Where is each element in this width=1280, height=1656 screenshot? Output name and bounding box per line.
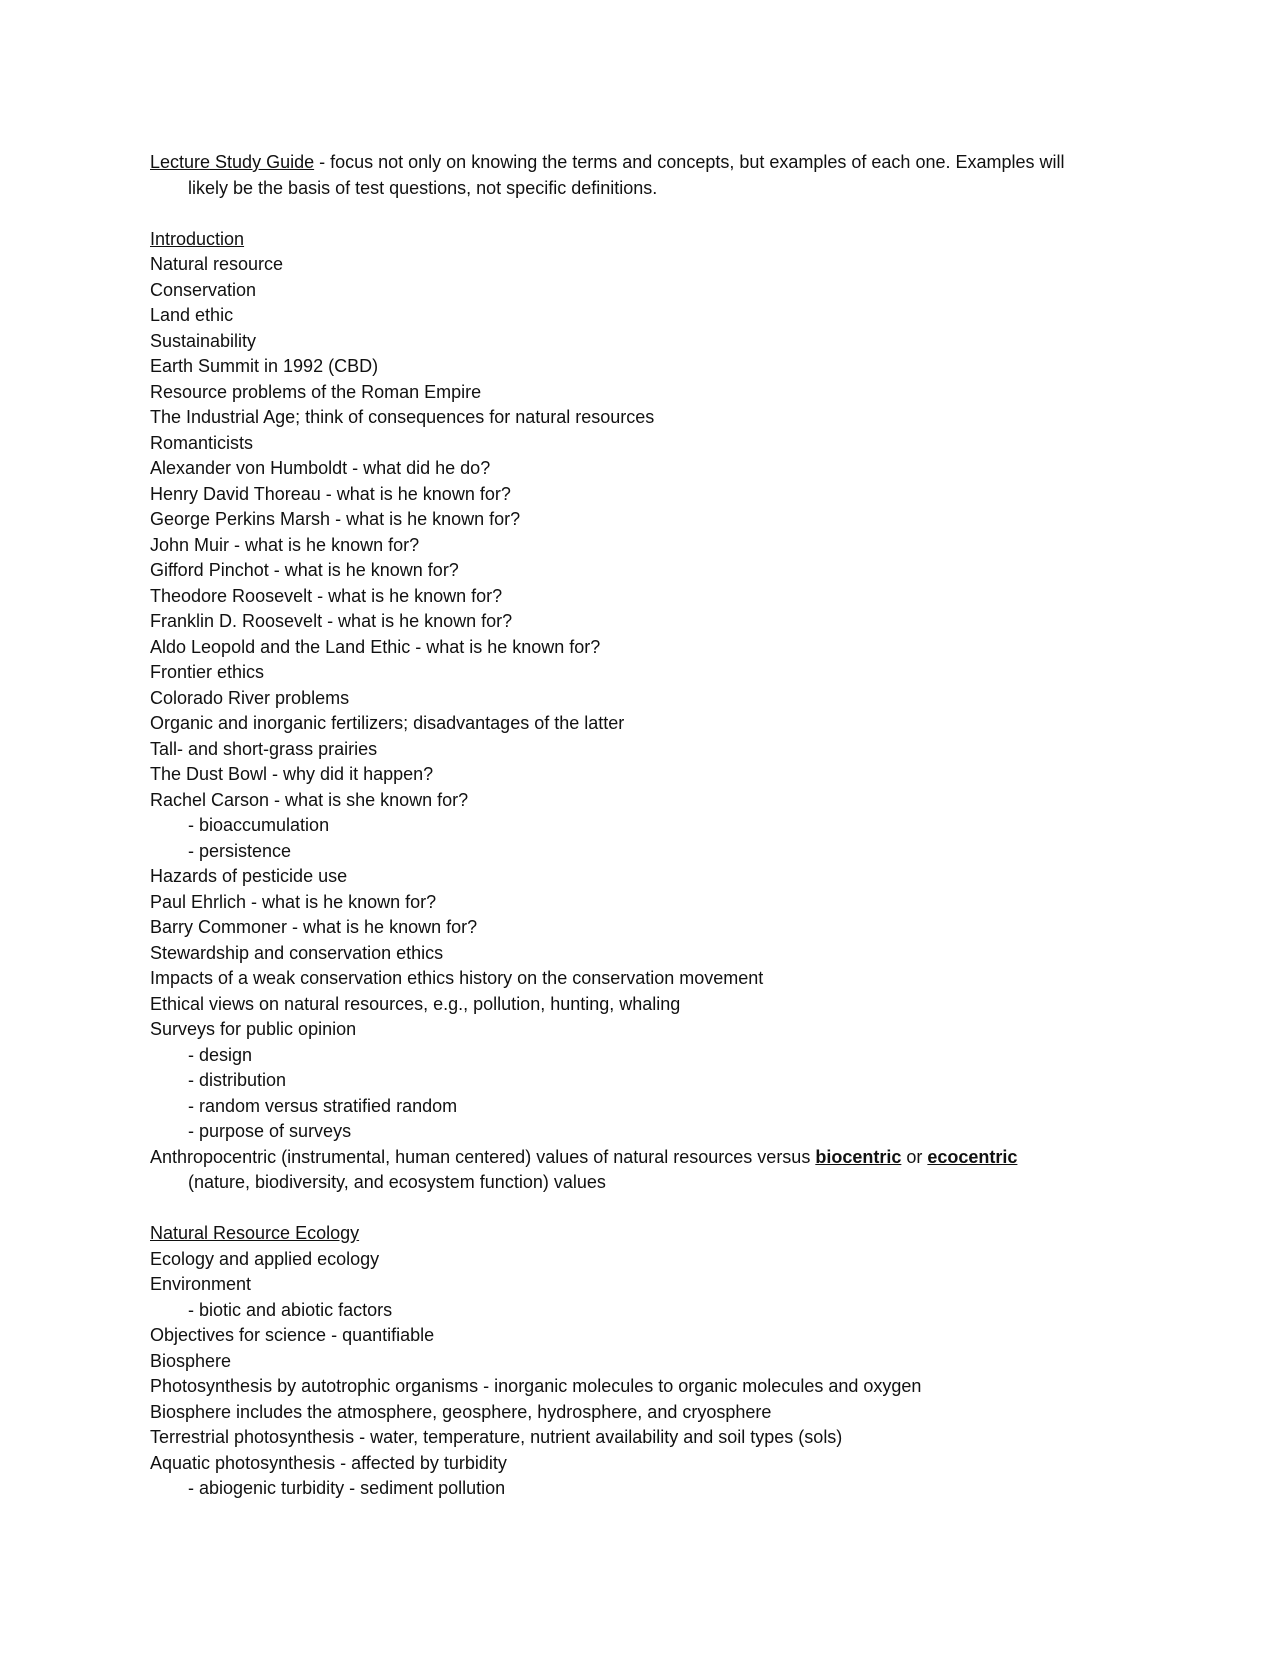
list-item: Romanticists — [150, 432, 254, 453]
sub-list-item: - purpose of surveys — [188, 1121, 352, 1141]
section-heading-natural-resource-ecology: Natural Resource Ecology — [150, 1223, 360, 1243]
sub-list-item: - design — [188, 1044, 253, 1065]
anthropocentric-text: Anthropocentric (instrumental, human centered) values of natural resources versus — [150, 1146, 816, 1167]
list-item: Land ethic — [150, 305, 234, 325]
list-item: Aldo Leopold and the Land Ethic - what is he known for? — [150, 636, 601, 657]
anthropocentric-line — [150, 1145, 1130, 1171]
list-item: Terrestrial photosynthesis - water, temperature, nutrient availability and soil types (sols) — [150, 1427, 843, 1447]
list-item: The Dust Bowl - why did it happen? — [150, 764, 434, 784]
ecology-list-a — [150, 1247, 1130, 1298]
list-item: Alexander von Humboldt - what did he do? — [150, 458, 491, 478]
sub-list-item: - random versus stratified random — [188, 1095, 458, 1116]
intro-text: - focus not only on knowing the terms and concepts, but examples of each one. Examples will — [314, 152, 1065, 172]
list-item: Natural resource — [150, 254, 284, 274]
list-item: Barry Commoner - what is he known for? — [150, 917, 478, 937]
study-guide-document — [150, 150, 1130, 1502]
list-item: Earth Summit in 1992 (CBD) — [150, 356, 379, 376]
section-heading-introduction: Introduction — [150, 228, 245, 249]
document-title: Lecture Study Guide — [150, 152, 315, 172]
introduction-list-a — [150, 252, 1130, 813]
list-item: Biosphere — [150, 1350, 232, 1371]
list-item: Paul Ehrlich - what is he known for? — [150, 891, 437, 912]
list-item: George Perkins Marsh - what is he known for? — [150, 509, 521, 529]
biocentric-term: biocentric — [815, 1146, 902, 1167]
sub-list-item: - abiogenic turbidity - sediment pollution — [188, 1478, 506, 1498]
list-item: Franklin D. Roosevelt - what is he known for? — [150, 611, 513, 631]
spacer — [150, 1196, 1130, 1222]
list-item: Tall- and short-grass prairies — [150, 738, 378, 759]
list-item: Ecology and applied ecology — [150, 1248, 380, 1269]
list-item: Sustainability — [150, 330, 257, 351]
list-item: Resource problems of the Roman Empire — [150, 381, 482, 402]
sub-list-item: - biotic and abiotic factors — [188, 1299, 393, 1320]
list-item: Theodore Roosevelt - what is he known for? — [150, 585, 503, 606]
introduction-list-b — [150, 864, 1130, 1043]
anthropocentric-line-2: (nature, biodiversity, and ecosystem function) values — [188, 1172, 606, 1192]
list-item: Rachel Carson - what is she known for? — [150, 789, 469, 810]
introduction-sublist-b — [150, 1043, 1130, 1145]
list-item: Stewardship and conservation ethics — [150, 942, 444, 963]
list-item: Conservation — [150, 279, 257, 300]
ecology-list-b — [150, 1323, 1130, 1476]
list-item: Biosphere includes the atmosphere, geosphere, hydrosphere, and cryosphere — [150, 1401, 772, 1422]
list-item: Environment — [150, 1274, 252, 1294]
sub-list-item: - distribution — [188, 1070, 287, 1090]
list-item: Surveys for public opinion — [150, 1019, 357, 1039]
list-item: Aquatic photosynthesis - affected by turbidity — [150, 1452, 507, 1473]
intro-line-1 — [150, 150, 1130, 176]
list-item: Frontier ethics — [150, 662, 265, 682]
list-item: Hazards of pesticide use — [150, 866, 348, 886]
list-item: Photosynthesis by autotrophic organisms - inorganic molecules to organic molecules and oxygen — [150, 1376, 922, 1396]
list-item: Objectives for science - quantifiable — [150, 1325, 435, 1345]
ecology-sublist-a — [150, 1298, 1130, 1324]
ecocentric-term: ecocentric — [927, 1146, 1018, 1167]
introduction-sublist-a — [150, 813, 1130, 864]
sub-list-item: - persistence — [188, 840, 292, 861]
intro-line-2: likely be the basis of test questions, not specific definitions. — [188, 177, 658, 198]
list-item: Ethical views on natural resources, e.g., pollution, hunting, whaling — [150, 993, 681, 1014]
or-text: or — [901, 1146, 928, 1167]
list-item: Organic and inorganic fertilizers; disadvantages of the latter — [150, 713, 625, 733]
list-item: Colorado River problems — [150, 687, 350, 708]
spacer — [150, 201, 1130, 227]
list-item: Impacts of a weak conservation ethics history on the conservation movement — [150, 968, 764, 988]
list-item: The Industrial Age; think of consequences for natural resources — [150, 407, 655, 427]
list-item: John Muir - what is he known for? — [150, 534, 420, 555]
ecology-sublist-b — [150, 1476, 1130, 1502]
list-item: Henry David Thoreau - what is he known for? — [150, 483, 511, 504]
list-item: Gifford Pinchot - what is he known for? — [150, 560, 459, 580]
sub-list-item: - bioaccumulation — [188, 815, 330, 835]
